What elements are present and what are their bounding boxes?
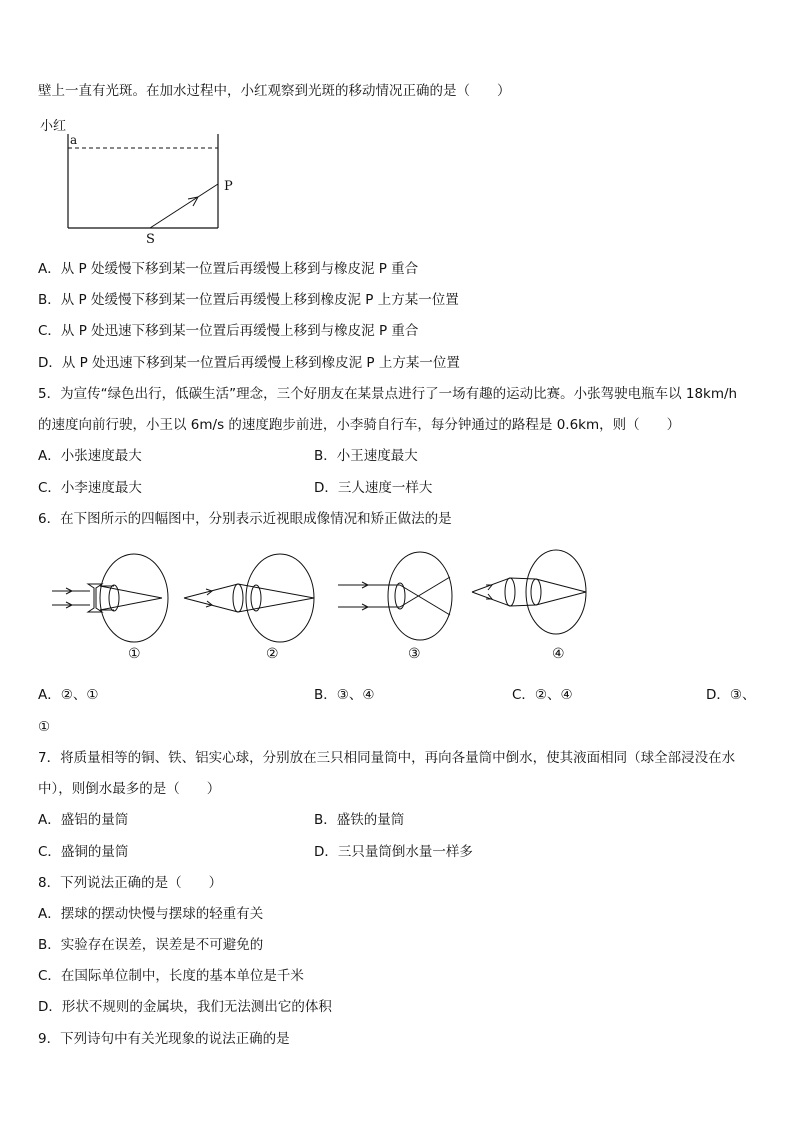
observer-label: 小红: [40, 119, 67, 134]
eye-label-2: ②: [266, 646, 279, 662]
question-8: 8．下列说法正确的是（ ）: [38, 875, 223, 891]
mark-a-label: a: [70, 133, 78, 147]
question-5-line-2: 的速度向前行驶，小王以 6m/s 的速度跑步前进，小李骑自行车，每分钟通过的路程是 0.6km，则（ ）: [38, 417, 681, 433]
point-s-label: S: [146, 232, 155, 247]
q5-option-d: D．三人速度一样大: [314, 480, 433, 496]
q7-option-a: A．盛铝的量筒: [38, 812, 129, 828]
option-a: A．从 P 处缓慢下移到某一位置后再缓慢上移到与橡皮泥 P 重合: [38, 261, 419, 277]
q6-option-a: A．②、①: [38, 687, 99, 703]
eye-diagram-4: [470, 552, 600, 662]
question-9: 9．下列诗句中有关光现象的说法正确的是: [38, 1031, 290, 1047]
eye-label-4: ④: [552, 646, 565, 662]
q5-option-a: A．小张速度最大: [38, 448, 142, 464]
q8-option-c: C．在国际单位制中，长度的基本单位是千米: [38, 968, 304, 984]
question-6: 6．在下图所示的四幅图中，分别表示近视眼成像情况和矫正做法的是: [38, 511, 452, 527]
option-d: D．从 P 处迅速下移到某一位置后再缓慢上移到橡皮泥 P 上方某一位置: [38, 355, 460, 371]
q5-option-b: B．小王速度最大: [314, 448, 418, 464]
eye-diagram-3: [338, 552, 468, 662]
light-ray: [150, 184, 218, 228]
q8-option-d: D．形状不规则的金属块，我们无法测出它的体积: [38, 999, 332, 1015]
q6-option-c: C．②、④: [512, 687, 573, 703]
q6-option-b: B．③、④: [314, 687, 375, 703]
question-text: 壁上一直有光斑。在加水过程中，小红观察到光斑的移动情况正确的是（ ）: [38, 83, 511, 99]
eye-label-1: ①: [128, 646, 141, 662]
point-p-label: P: [224, 179, 233, 194]
q7-option-c: C．盛铜的量筒: [38, 844, 129, 860]
eye-diagram-1: [52, 552, 182, 662]
eye-diagram-2: [182, 552, 322, 662]
q6-option-d: D．③、: [706, 687, 756, 703]
tank-diagram: [38, 114, 278, 247]
option-b: B．从 P 处缓慢下移到某一位置后再缓慢上移到橡皮泥 P 上方某一位置: [38, 292, 459, 308]
question-7-line-2: 中），则倒水最多的是（ ）: [38, 781, 221, 797]
q5-option-c: C．小李速度最大: [38, 480, 142, 496]
q8-option-b: B．实验存在误差，误差是不可避免的: [38, 937, 264, 953]
option-c: C．从 P 处迅速下移到某一位置后再缓慢上移到与橡皮泥 P 重合: [38, 323, 419, 339]
q6-option-d-cont: ①: [38, 719, 51, 735]
q7-option-d: D．三只量筒倒水量一样多: [314, 844, 473, 860]
q7-option-b: B．盛铁的量筒: [314, 812, 405, 828]
eye-label-3: ③: [408, 646, 421, 662]
question-7-line-1: 7．将质量相等的铜、铁、铝实心球，分别放在三只相同量筒中，再向各量筒中倒水，使其液面相同（球全部浸没在水: [38, 750, 736, 766]
question-5-line-1: 5．为宣传“绿色出行，低碳生活”理念，三个好朋友在某景点进行了一场有趣的运动比赛。小张驾驶电瓶车以 18km/h: [38, 386, 738, 402]
q8-option-a: A．摆球的摆动快慢与摆球的轻重有关: [38, 906, 264, 922]
